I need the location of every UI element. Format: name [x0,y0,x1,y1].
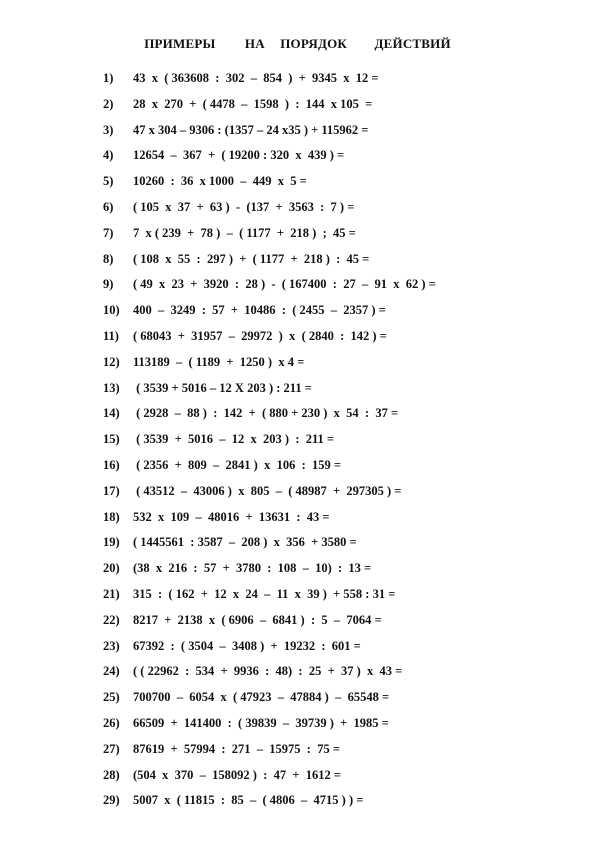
example-item [103,741,436,767]
example-expression: 12654 – 367 + ( 19200 : 320 x 439 ) = [133,148,345,163]
example-item [103,663,436,689]
example-item [103,173,436,199]
example-expression: ( 2928 – 88 ) : 142 + ( 880 + 230 ) x 54 : 37 = [133,406,399,421]
example-expression: 43 x ( 363608 : 302 – 854 ) + 9345 x 12 = [133,71,379,85]
example-number: 3) [103,122,114,137]
example-item [103,586,436,612]
example-expression: 8217 + 2138 x ( 6906 – 6841 ) : 5 – 7064 = [133,612,382,627]
example-item [103,251,436,277]
example-expression: 5007 x ( 11815 : 85 – ( 4806 – 4715 ) ) = [133,793,364,808]
example-expression: 47 x 304 – 9306 : (1357 – 24 x35 ) + 115962 = [133,122,369,137]
example-item [103,405,436,431]
example-number: 1) [103,71,114,85]
title-word-3: ПОРЯДОК [280,36,348,51]
example-number: 19) [103,535,120,550]
example-item [103,199,436,225]
title-word-2: НА [244,36,265,51]
title-word-1: ПРИМЕРЫ [144,36,216,51]
example-number: 27) [103,741,120,756]
example-item [103,767,436,793]
example-expression: 66509 + 141400 : ( 39839 – 39739 ) + 1985 = [133,715,389,730]
example-number: 9) [103,277,114,292]
example-number: 6) [103,199,114,214]
example-expression: ( 1445561 : 3587 – 208 ) x 356 + 3580 = [133,535,357,550]
example-number: 12) [103,354,120,369]
example-item [103,380,436,406]
example-item [103,147,436,173]
example-number: 15) [103,432,120,447]
example-expression: 315 : ( 162 + 12 x 24 – 11 x 39 ) + 558 : 31 = [133,586,396,601]
example-number: 29) [103,793,120,808]
example-number: 13) [103,380,120,395]
example-number: 28) [103,767,120,782]
page-title [0,36,595,52]
example-expression: 28 x 270 + ( 4478 – 1598 ) : 144 x 105 = [133,96,373,111]
example-item [103,225,436,251]
example-number: 18) [103,509,120,524]
example-item [103,302,436,328]
example-expression: (38 x 216 : 57 + 3780 : 108 – 10) : 13 = [133,561,372,576]
example-item [103,431,436,457]
example-number: 20) [103,561,120,576]
examples-list [103,70,436,818]
example-item [103,560,436,586]
example-expression: 700700 – 6054 x ( 47923 – 47884 ) – 65548 = [133,690,390,705]
example-item [103,689,436,715]
example-expression: ( 108 x 55 : 297 ) + ( 1177 + 218 ) : 45 = [133,251,370,266]
example-number: 25) [103,690,120,705]
example-expression: 113189 – ( 1189 + 1250 ) x 4 = [133,354,305,369]
example-expression: ( 105 x 37 + 63 ) - (137 + 3563 : 7 ) = [133,199,355,214]
example-item [103,328,436,354]
example-number: 5) [103,174,114,189]
example-expression: 87619 + 57994 : 271 – 15975 : 75 = [133,741,340,756]
example-expression: 10260 : 36 x 1000 – 449 x 5 = [133,174,307,189]
example-item [103,122,436,148]
example-item [103,96,436,122]
example-expression: 400 – 3249 : 57 + 10486 : ( 2455 – 2357 ) = [133,303,386,318]
example-item [103,638,436,664]
example-number: 8) [103,251,114,266]
example-expression: 7 x ( 239 + 78 ) – ( 1177 + 218 ) ; 45 = [133,225,356,240]
example-item [103,792,436,818]
example-item [103,276,436,302]
example-number: 11) [103,328,119,343]
example-item [103,612,436,638]
example-number: 10) [103,303,120,318]
example-number: 17) [103,483,120,498]
example-number: 16) [103,457,120,472]
example-item [103,483,436,509]
example-number: 23) [103,638,120,653]
example-number: 24) [103,664,120,679]
example-number: 22) [103,612,120,627]
example-expression: ( 68043 + 31957 – 29972 ) x ( 2840 : 142 ) = [133,328,387,343]
example-item [103,715,436,741]
example-expression: ( 3539 + 5016 – 12 X 203 ) : 211 = [133,380,312,395]
example-item [103,70,436,96]
example-expression: ( ( 22962 : 534 + 9936 : 48) : 25 + 37 ) x 43 = [133,664,403,679]
example-number: 4) [103,148,114,163]
example-expression: ( 49 x 23 + 3920 : 28 ) - ( 167400 : 27 – 91 x 62 ) = [133,277,436,292]
example-number: 21) [103,586,120,601]
example-expression: ( 2356 + 809 – 2841 ) x 106 : 159 = [133,457,341,472]
example-expression: 67392 : ( 3504 – 3408 ) + 19232 : 601 = [133,638,361,653]
example-item [103,457,436,483]
example-item [103,354,436,380]
example-number: 2) [103,96,114,111]
example-item [103,534,436,560]
example-item [103,509,436,535]
title-word-4: ДЕЙСТВИЙ [374,36,451,51]
example-expression: ( 43512 – 43006 ) x 805 – ( 48987 + 297305 ) = [133,483,402,498]
example-number: 14) [103,406,120,421]
example-expression: 532 x 109 – 48016 + 13631 : 43 = [133,509,330,524]
example-number: 7) [103,225,114,240]
example-number: 26) [103,715,120,730]
example-expression: (504 x 370 – 158092 ) : 47 + 1612 = [133,767,341,782]
example-expression: ( 3539 + 5016 – 12 x 203 ) : 211 = [133,432,335,447]
